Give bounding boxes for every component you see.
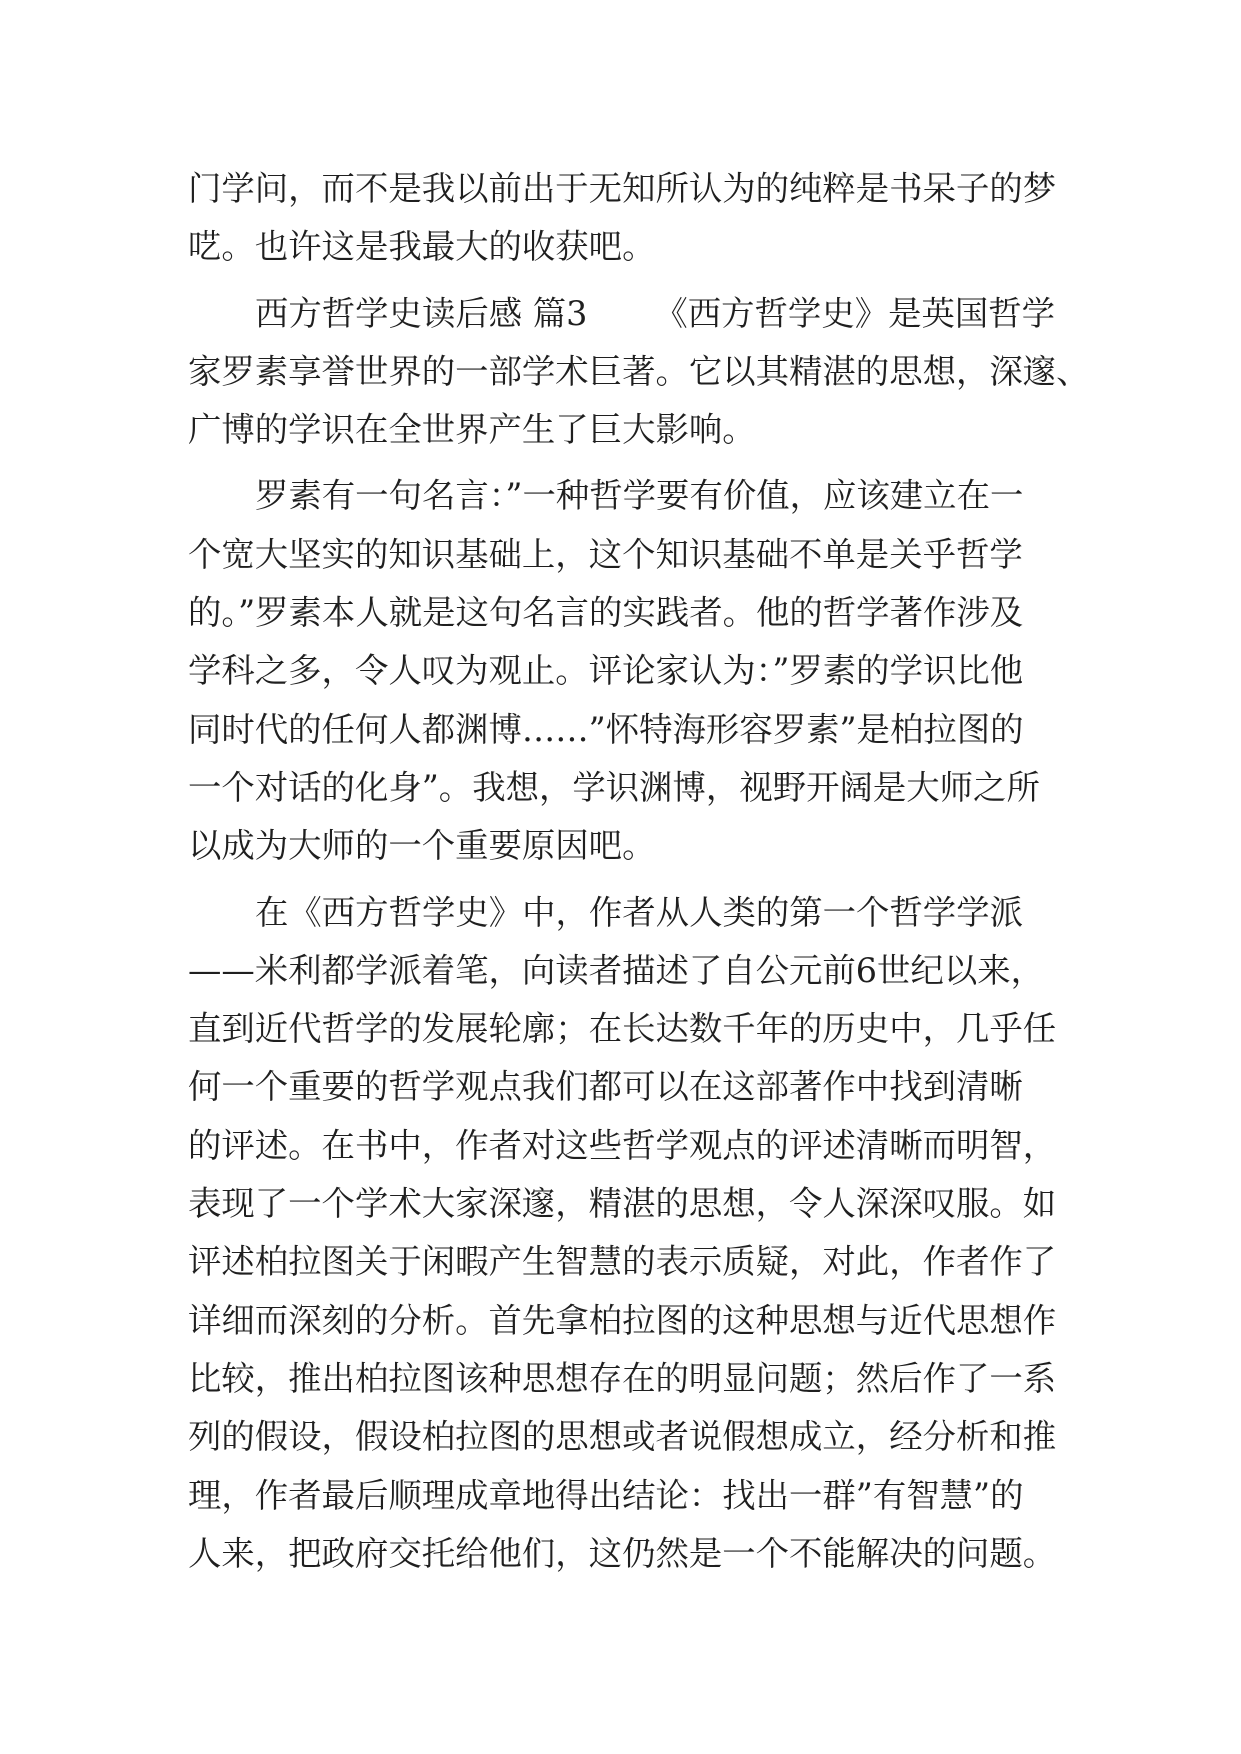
text-line bbox=[188, 884, 1088, 942]
paragraph-3 bbox=[188, 467, 1088, 875]
text-segment: 罗素有一句名言：”一种哲学要有价值，应该建立在一 bbox=[255, 476, 1024, 516]
paragraph-1 bbox=[188, 160, 1088, 277]
text-line: 一个对话的化身”。我想，学识渊博，视野开阔是大师之所 bbox=[188, 767, 1040, 807]
text-line: 理，作者最后顺理成章地得出结论：找出一群”有智慧”的 bbox=[188, 1475, 1024, 1515]
paragraph-2 bbox=[188, 285, 1088, 460]
text-line: 比较，推出柏拉图该种思想存在的明显问题；然后作了一系 bbox=[188, 1358, 1057, 1398]
text-segment: 《西方哲学史》是英国哲学 bbox=[654, 293, 1056, 333]
text-line: 的评述。在书中，作者对这些哲学观点的评述清晰而明智， bbox=[188, 1125, 1057, 1165]
document-body bbox=[188, 160, 1088, 1583]
text-line: 家罗素享誉世界的一部学术巨著。它以其精湛的思想，深邃、 bbox=[188, 351, 1090, 391]
text-line: 直到近代哲学的发展轮廓；在长达数千年的历史中，几乎任 bbox=[188, 1009, 1057, 1049]
text-line: 列的假设，假设柏拉图的思想或者说假想成立，经分析和推 bbox=[188, 1417, 1057, 1457]
text-line: 人来，把政府交托给他们，这仍然是一个不能解决的问题。 bbox=[188, 1533, 1057, 1573]
text-line: 个宽大坚实的知识基础上，这个知识基础不单是关乎哲学 bbox=[188, 534, 1023, 574]
paragraph-gap bbox=[188, 277, 1088, 285]
paragraph-4 bbox=[188, 884, 1088, 1584]
text-segment: 在《西方哲学史》中，作者从人类的第一个哲学学派 bbox=[255, 892, 1023, 932]
text-line: 以成为大师的一个重要原因吧。 bbox=[188, 826, 656, 866]
text-line: 同时代的任何人都渊博……”怀特海形容罗素”是柏拉图的 bbox=[188, 709, 1024, 749]
text-line: 学科之多，令人叹为观止。评论家认为：”罗素的学识比他 bbox=[188, 651, 1024, 691]
text-line bbox=[188, 467, 1088, 525]
paragraph-gap bbox=[188, 876, 1088, 884]
text-line: 呓。也许这是我最大的收获吧。 bbox=[188, 227, 656, 267]
text-line: 的。”罗素本人就是这句名言的实践者。他的哲学著作涉及 bbox=[188, 593, 1024, 633]
text-line: 评述柏拉图关于闲暇产生智慧的表示质疑，对此，作者作了 bbox=[188, 1242, 1057, 1282]
text-line: 详细而深刻的分析。首先拿柏拉图的这种思想与近代思想作 bbox=[188, 1300, 1057, 1340]
section-heading: 西方哲学史读后感 篇3 bbox=[255, 293, 588, 333]
paragraph-gap bbox=[188, 459, 1088, 467]
text-line: 何一个重要的哲学观点我们都可以在这部著作中找到清晰 bbox=[188, 1067, 1023, 1107]
text-line bbox=[188, 285, 1088, 343]
text-line: 门学问，而不是我以前出于无知所认为的纯粹是书呆子的梦 bbox=[188, 169, 1057, 208]
text-line: ——米利都学派着笔，向读者描述了自公元前6世纪以来， bbox=[188, 950, 1045, 990]
text-line: 表现了一个学术大家深邃，精湛的思想，令人深深叹服。如 bbox=[188, 1184, 1057, 1224]
text-line: 广博的学识在全世界产生了巨大影响。 bbox=[188, 410, 756, 450]
